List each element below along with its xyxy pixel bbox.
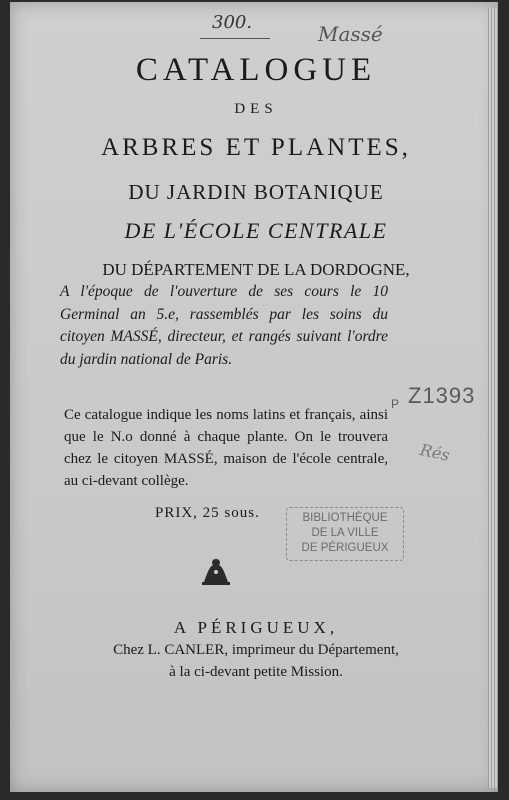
title-arbres-plantes: ARBRES ET PLANTES,: [101, 134, 411, 161]
imprint-address: à la ci-devant petite Mission.: [169, 664, 343, 680]
stamp-line: DE LA VILLE: [311, 527, 379, 539]
printer-ornament-icon: [198, 556, 234, 590]
page-edges: [488, 8, 498, 788]
title-ecole-centrale: DE L'ÉCOLE CENTRALE: [124, 218, 388, 243]
title-des: DES: [234, 101, 278, 117]
handwritten-underline: [200, 38, 270, 39]
shelfmark-prefix: P: [391, 397, 400, 411]
stamp-line: DE PÉRIGUEUX: [301, 542, 389, 554]
description-paragraph: A l'époque de l'ouverture de ses cours le 10 Germinal an 5.e, rassemblés par les soins du citoyen MASSÉ, directeur, et rangés suivant l'ordre du jardin national de Paris.: [60, 283, 388, 368]
title-catalogue: CATALOGUE: [135, 52, 377, 88]
handwritten-number: 300.: [212, 12, 253, 33]
catalogue-note-paragraph: Ce catalogue indique les noms latins et français, ainsi que le N.o donné à chaque plante. On le trouvera chez le citoyen MASSÉ, maison de l'école centrale, au ci-devant collège.: [64, 407, 388, 489]
handwritten-name: Massé: [318, 22, 383, 46]
stamp-line: BIBLIOTHÈQUE: [302, 512, 388, 524]
title-departement: DU DÉPARTEMENT DE LA DORDOGNE,: [102, 260, 410, 279]
library-stamp: [286, 507, 404, 561]
title-jardin-botanique: DU JARDIN BOTANIQUE: [128, 180, 384, 204]
imprint-place: A PÉRIGUEUX,: [173, 618, 339, 637]
imprint-printer: Chez L. CANLER, imprimeur du Département,: [113, 642, 399, 658]
handwritten-note: Rés: [418, 440, 452, 465]
shelfmark: Z1393: [408, 383, 476, 408]
price: PRIX, 25 sous.: [155, 505, 260, 521]
